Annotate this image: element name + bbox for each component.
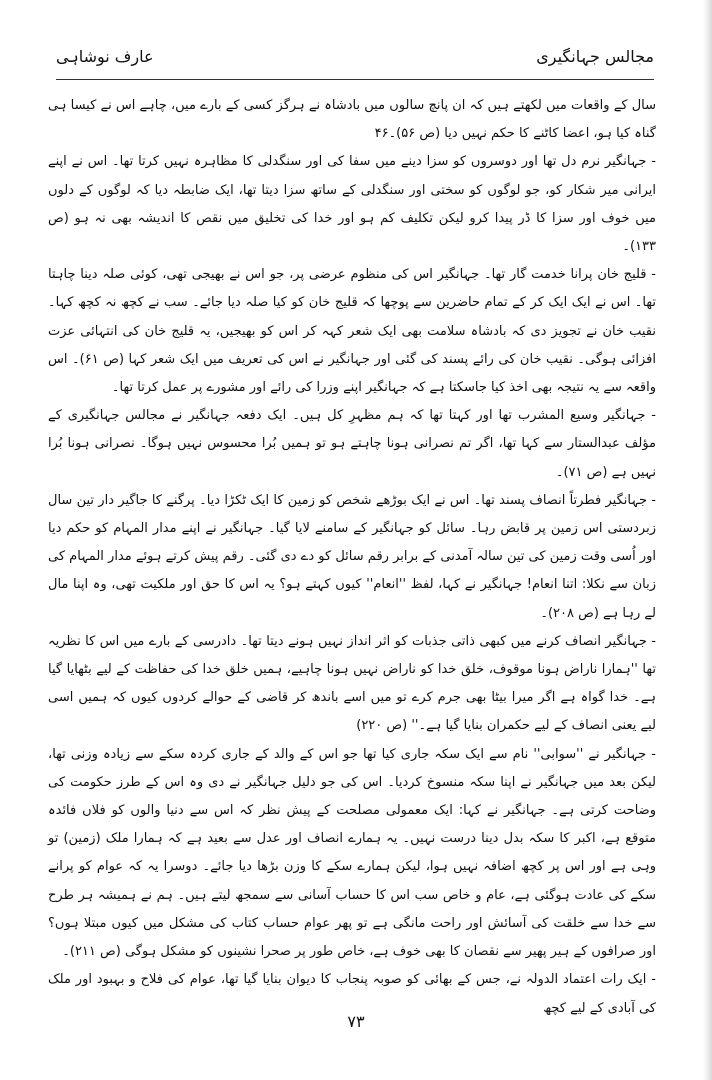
paragraph-7: - جہانگیر نے ''سوابی'' نام سے ایک سکہ جاری کیا تھا جو اس کے والد کے جاری کردہ سکے سے زیادہ وزنی تھا، لیکن بعد میں جہانگیر نے اپنا سکہ منسوخ کردیا۔ اس کی جو دلیل جہانگیر نے دی وہ اس کے طرز حکومت کی وضاحت کرتی ہے۔ جہانگیر نے کہا: ایک معمولی مصلحت کے پیش نظر کہ اس سے دنیا والوں کو فلاں فائدہ متوقع ہے، اکبر کا سکہ بدل دینا درست نہیں۔ یہ ہمارے انصاف اور عدل سے بعید ہے کہ ہمارا ملک (زمین) تو وہی ہے اور اس پر کچھ اضافہ نہیں ہوا، لیکن ہمارے سکے کا وزن بڑھا دیا جائے۔ دوسرا یہ کہ عوام کو پرانے سکے کی عادت ہوگئی ہے، عام و خاص سب اس کا حساب آسانی سے سمجھ لیتے ہیں۔ ہم نے ہمیشہ ہر طرح سے خدا سے خلقت کی آسائش اور راحت مانگی ہے تو پھر عوام حساب کتاب کی مشکل میں کیوں مبتلا ہوں؟ اور صرافوں کے ہیر پھیر سے نقصان کا بھی خوف ہے، خاص طور پر صحرا نشینوں کو مشکل ہوگی (ص ۲۱۱)۔: [48, 746, 656, 960]
page-number: ۷۳: [347, 1012, 365, 1031]
paragraph-4: - جہانگیر وسیع المشرب تھا اور کہتا تھا کہ ہم مظہرِ کل ہیں۔ ایک دفعہ جہانگیر نے مجالس جہانگیری کے مؤلف عبدالستار سے کہا تھا، اگر تم نصرانی ہونا چاہتے ہو تو ہمیں بُرا محسوس نہیں ہوگا۔ نصرانی ہونا بُرا نہیں ہے (ص ۷۱)۔: [48, 408, 656, 480]
header-rule: [56, 79, 654, 80]
body-text: [48, 92, 656, 1023]
header-book-title: مجالس جہانگیری: [536, 46, 654, 66]
paragraph-8: - ایک رات اعتماد الدولہ نے، جس کے بھائی کو صوبہ پنجاب کا دیوان بنایا گیا تھا، عوام کی فلاح و بہبود اور ملک کی آبادی کے لیے کچھ: [48, 972, 656, 1016]
paragraph-3: - قلیج خان پرانا خدمت گار تھا۔ جہانگیر اس کی منظوم عرضی پر، جو اس نے بھیجی تھی، کوئی صلہ دینا چاہتا تھا۔ اس نے ایک ایک کر کے تمام حاضرین سے پوچھا کہ قلیج خان کو کیا صلہ دیا جائے۔ سب نے کچھ نہ کچھ کہا۔ نقیب خان نے تجویز دی کہ بادشاہ سلامت بھی ایک شعر کہہ کر اس کو بھیجیں، یہ قلیج خان کی انتہائی عزت افزائی ہوگی۔ نقیب خان کی رائے پسند کی گئی اور جہانگیر نے اس کی تعریف میں ایک شعر کہا (ص ۶۱)۔ اس واقعہ سے یہ نتیجہ بھی اخذ کیا جاسکتا ہے کہ جہانگیر اپنے وزرا کی رائے اور مشورے پر عمل کرتا تھا۔: [48, 267, 656, 396]
running-header: [56, 40, 654, 72]
paragraph-5: - جہانگیر فطرتاً انصاف پسند تھا۔ اس نے ایک بوڑھے شخص کو زمین کا ایک ٹکڑا دیا۔ پرگنے کا جاگیر دار تین سال زبردستی اس زمین پر قابض رہا۔ سائل کو جہانگیر کے سامنے لایا گیا۔ جہانگیر نے اپنے مدار المہام کو حکم دیا اور اُسی وقت زمین کی تین سالہ آمدنی کے برابر رقم سائل کو دے دی گئی۔ رقم پیش کرتے ہوئے مدار المہام کی زبان سے نکلا: اتنا انعام! جہانگیر نے کہا، لفظ ''انعام'' کیوں کہتے ہو؟ یہ اس کا حق اور ملکیت تھی، وہ اپنا مال لے رہا ہے (ص ۲۰۸)۔: [48, 492, 656, 621]
paragraph-6: - جہانگیر انصاف کرنے میں کبھی ذاتی جذبات کو اثر انداز نہیں ہونے دیتا تھا۔ دادرسی کے بارے میں اس کا نظریہ تھا ''ہمارا ناراض ہونا موقوف، خلق خدا کو ناراض نہیں ہونا چاہیے، ہمیں خلق خدا کی حفاظت کے لیے بٹھایا گیا ہے۔ خدا گواہ ہے اگر میرا بیٹا بھی جرم کرے تو میں اسے باندھ کر قاضی کے حوالے کردوں کیوں کہ ہمیں اسی لیے یعنی انصاف کے لیے حکمران بنایا گیا ہے۔'' (ص ۲۲۰): [48, 633, 656, 734]
paragraph-2: - جہانگیر نرم دل تھا اور دوسروں کو سزا دینے میں سفا کی اور سنگدلی کا مظاہرہ نہیں کرتا تھا۔ اس نے اپنے ایرانی میر شکار کو، جو لوگوں کو سختی اور سنگدلی کے ساتھ سزا دیتا تھا، ایک ضابطہ دیا کہ لوگوں کے دلوں میں خوف اور سزا کا ڈر پیدا کرو لیکن تکلیف کم ہو اور خدا کی تخلیق میں نقص کا اندیشہ بھی نہ ہو (ص ۱۳۳)۔: [48, 154, 656, 255]
header-author-name: عارف نوشاہی: [56, 46, 154, 66]
page-edge-shadow: [702, 0, 712, 1080]
paragraph-1: سال کے واقعات میں لکھتے ہیں کہ ان پانچ سالوں میں بادشاہ نے ہرگز کسی کے بارے میں، چاہے اس نے کیسا ہی گناہ کیا ہو، اعضا کاٹنے کا حکم نہیں دیا (ص ۵۶)۔۴۶: [48, 98, 656, 142]
